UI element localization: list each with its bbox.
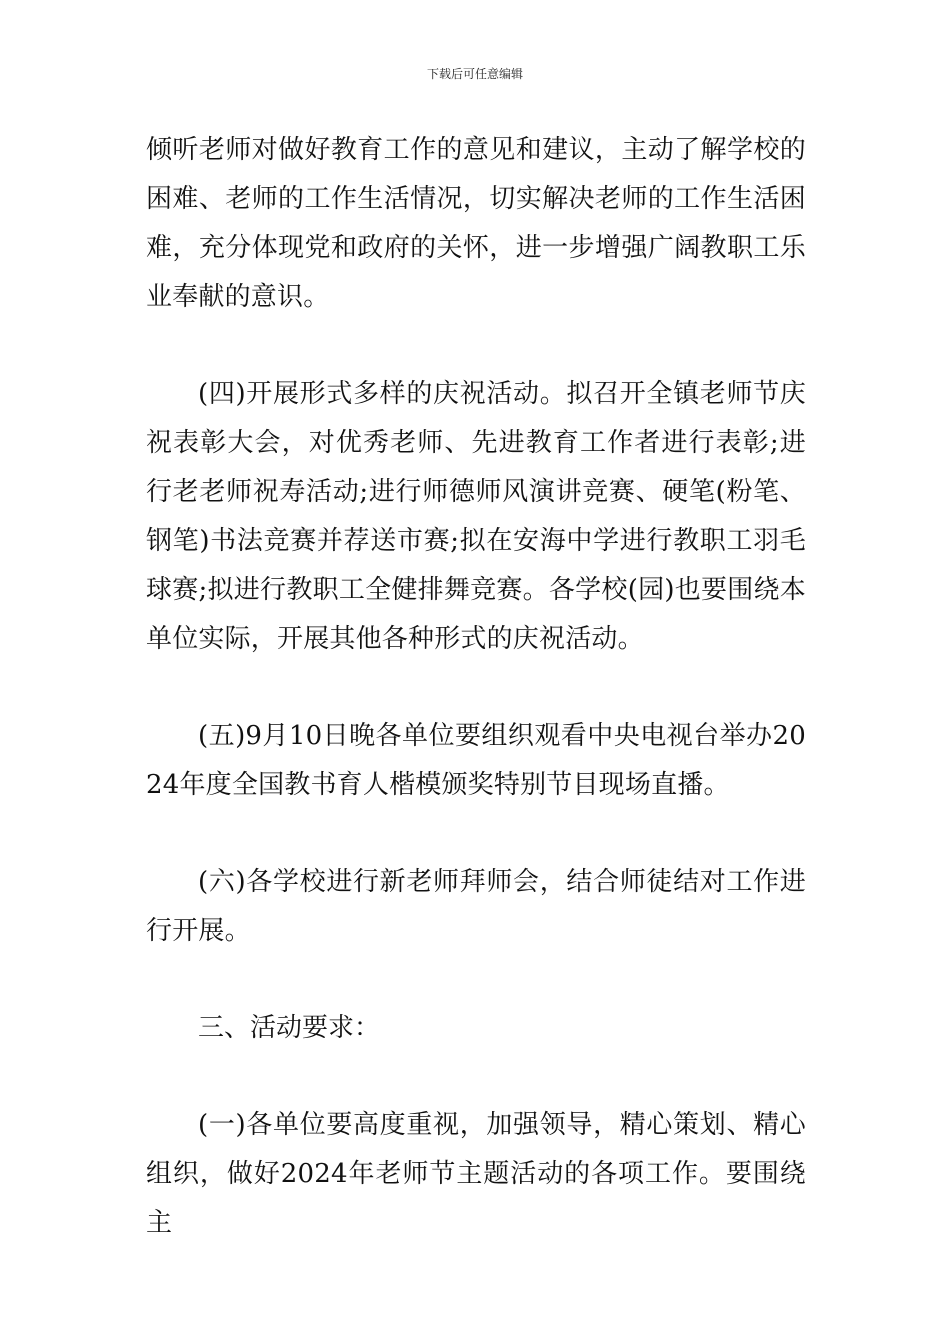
page-header: 下载后可任意编辑 xyxy=(426,67,523,81)
paragraph-continuation: 倾听老师对做好教育工作的意见和建议，主动了解学校的困难、老师的工作生活情况，切实解决老师的工作生活困难，充分体现党和政府的关怀，进一步增强广阔教职工乐业奉献的意识。 xyxy=(146,135,806,312)
document-body xyxy=(146,126,806,1248)
section-heading-requirements: 三、活动要求： xyxy=(198,1013,381,1043)
paragraph-item-4: (四)开展形式多样的庆祝活动。拟召开全镇老师节庆祝表彰大会，对优秀老师、先进教育工作者进行表彰;进行老老师祝寿活动;进行师德师风演讲竞赛、硬笔(粉笔、钢笔)书法竞赛并荐送市赛;拟在安海中学进行教职工羽毛球赛;拟进行教职工全健排舞竞赛。各学校(园)也要围绕本单位实际，开展其他各种形式的庆祝活动。 xyxy=(146,379,806,654)
paragraph-requirement-1: (一)各单位要高度重视，加强领导，精心策划、精心组织，做好2024年老师节主题活动的各项工作。要围绕主 xyxy=(146,1110,806,1238)
paragraph-item-6: (六)各学校进行新老师拜师会，结合师徒结对工作进行开展。 xyxy=(146,867,806,946)
paragraph-item-5: (五)9月10日晚各单位要组织观看中央电视台举办2024年度全国教书育人楷模颁奖特别节目现场直播。 xyxy=(146,721,806,800)
